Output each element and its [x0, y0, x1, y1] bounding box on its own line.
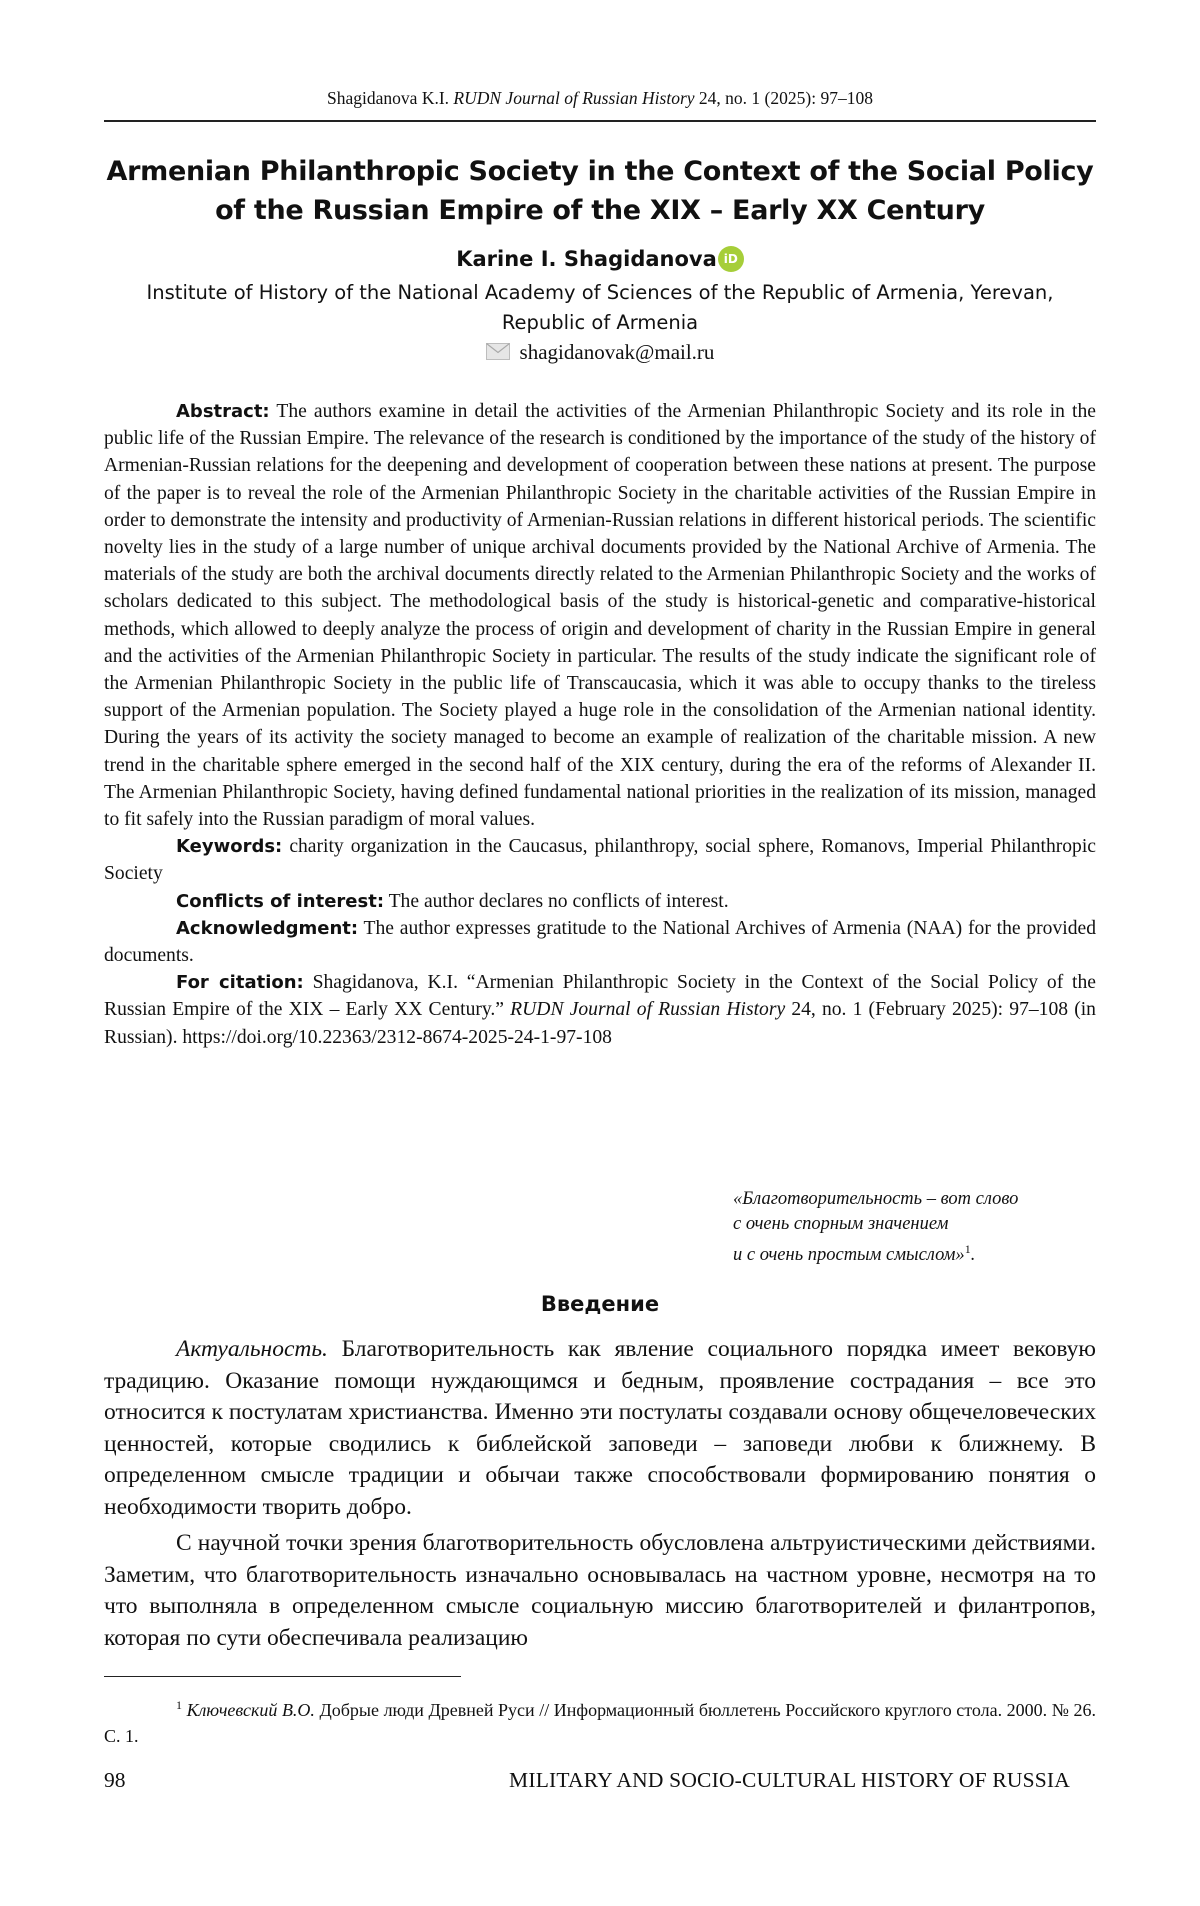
citation-journal: RUDN Journal of Russian History	[510, 999, 786, 1021]
footnote-text: Добрые люди Древней Руси // Информационный бюллетень Российского круглого стола. 2000. № 26. С. 1.	[104, 1700, 1097, 1746]
page-number: 98	[104, 1768, 126, 1792]
abstract-text: The authors examine in detail the activities of the Armenian Philanthropic Society and its role in the public life of the Russian Empire. The relevance of the research is conditioned by the importance of the study of the history of Armenian-Russian relations for the deepening and development of cooperation between these nations at present. The purpose of the paper is to reveal the role of the Armenian Philanthropic Society in the charitable activities of the Russian Empire in order to demonstrate the intensity and productivity of Armenian-Russian relations in different historical periods. The scientific novelty lies in the study of a large number of unique archival documents provided by the National Archive of Armenia. The materials of the study are both the archival documents directly related to the Armenian Philanthropic Society and the works of scholars dedicated to this subject. The methodological basis of the study is historical-genetic and comparative-historical methods, which allowed to deeply analyze the process of origin and development of charity in the Russian Empire in general and the activities of the Armenian Philanthropic Society in particular. The results of the study indicate the significant role of the Armenian Philanthropic Society in the public life of Transcaucasia, which it was able to occupy thanks to the tireless support of the Armenian population. The Society played a huge role in the consolidation of the Armenian national identity. During the years of its activity the society managed to become an example of realization of the charitable mission. A new trend in the charitable sphere emerged in the second half of the XIX century, during the era of the reforms of Alexander II. The Armenian Philanthropic Society, having defined fundamental national priorities in the realization of its mission, managed to fit safely into the Russian paradigm of moral values.	[104, 401, 1096, 831]
keywords-paragraph	[104, 833, 1096, 887]
footnote-reference[interactable]: 1	[964, 1242, 971, 1256]
header-authors: Shagidanova K.I.	[327, 88, 450, 108]
body-paragraph-2: С научной точки зрения благотворительность обусловлена альтруистическими действиями. Заметим, что благотворительность изначально основывалась на частном уровне, несмотря на то что выполняла в определенном смысле социальную миссию благотворителей и филантропов, которая по сути обеспечивала реализацию	[104, 1530, 1096, 1651]
body-paragraph-1-text: Благотворительность как явление социального порядка имеет вековую традицию. Оказание помощи нуждающимся и бедным, проявление сострадания – все это относится к постулатам христианства. Именно эти постулаты создавали основу общечеловеческих ценностей, которые сводились к библейской заповеди – заповеди любви к ближнему. В определенном смысле традиции и обычаи также способствовали формированию понятия о необходимости творить добро.	[104, 1336, 1096, 1520]
footnote-number: 1	[176, 1698, 182, 1712]
author-email[interactable]: shagidanovak@mail.ru	[519, 340, 715, 364]
epigraph-line-2: с очень спорным значением	[733, 1214, 949, 1234]
conflicts-text: The author declares no conflicts of interest.	[388, 890, 729, 912]
citation-label: For citation:	[176, 972, 304, 994]
title-line-1: Armenian Philanthropic Society in the Context of the Social Policy	[106, 156, 1094, 187]
mail-icon	[486, 343, 510, 360]
body-paragraph-1-lead: Актуальность.	[176, 1336, 328, 1362]
affiliation-line-2: Republic of Armenia	[501, 311, 699, 334]
title-line-2: of the Russian Empire of the XIX – Early XX Century	[215, 195, 985, 226]
epigraph-end: .	[970, 1245, 976, 1266]
footnote-divider	[104, 1676, 461, 1677]
paper-title	[104, 152, 1096, 230]
epigraph	[733, 1187, 1113, 1268]
section-heading: Введение	[540, 1292, 660, 1316]
affiliation	[104, 278, 1096, 338]
keywords-label: Keywords:	[176, 836, 283, 858]
acknowledgment-label: Acknowledgment:	[176, 917, 359, 939]
citation-doi[interactable]: 24, no. 1 (February 2025): 97–108 (in Russian). https://doi.org/10.22363/2312-8674-2025-24-1-97-108	[104, 999, 1096, 1048]
email-row	[104, 340, 1096, 365]
journal-footer: MILITARY AND SOCIO-CULTURAL HISTORY OF RUSSIA	[509, 1768, 1070, 1792]
keywords-text: charity organization in the Caucasus, philanthropy, social sphere, Romanovs, Imperial Philanthropic Society	[104, 836, 1096, 885]
header-divider	[104, 120, 1096, 122]
abstract-block	[104, 398, 1096, 1051]
conflicts-label: Conflicts of interest:	[176, 890, 385, 912]
footnote-paragraph	[104, 1692, 1096, 1749]
author-name: Karine I. Shagidanova	[456, 247, 717, 271]
author-line	[104, 246, 1096, 272]
citation-text: Shagidanova, K.I. “Armenian Philanthropic Society in the Context of the Social Policy of the Russian Empire of the XIX – Early XX Century.”	[104, 972, 1096, 1021]
orcid-icon[interactable]: iD	[718, 246, 744, 272]
body-paragraph-1	[104, 1334, 1096, 1523]
abstract-paragraph	[104, 398, 1096, 833]
header-journal: RUDN Journal of Russian History	[453, 88, 695, 108]
acknowledgment-text: The author expresses gratitude to the National Archives of Armenia (NAA) for the provided documents.	[104, 917, 1096, 967]
epigraph-line-3	[733, 1237, 1113, 1268]
body-text	[104, 1334, 1096, 1654]
acknowledgment-paragraph	[104, 915, 1096, 969]
running-header	[104, 88, 1096, 109]
citation-paragraph	[104, 969, 1096, 1051]
epigraph-line-3-text: и с очень простым смыслом»	[733, 1245, 965, 1266]
header-issue: 24, no. 1 (2025): 97–108	[698, 88, 873, 108]
epigraph-line-1: «Благотворительность – вот слово	[733, 1189, 1019, 1209]
conflicts-paragraph	[104, 888, 1096, 915]
abstract-label: Abstract:	[176, 401, 270, 422]
footnote-author: Ключевский В.О.	[186, 1700, 315, 1720]
affiliation-line-1: Institute of History of the National Academy of Sciences of the Republic of Armenia, Yerevan,	[146, 281, 1054, 304]
footnote	[104, 1692, 1096, 1749]
